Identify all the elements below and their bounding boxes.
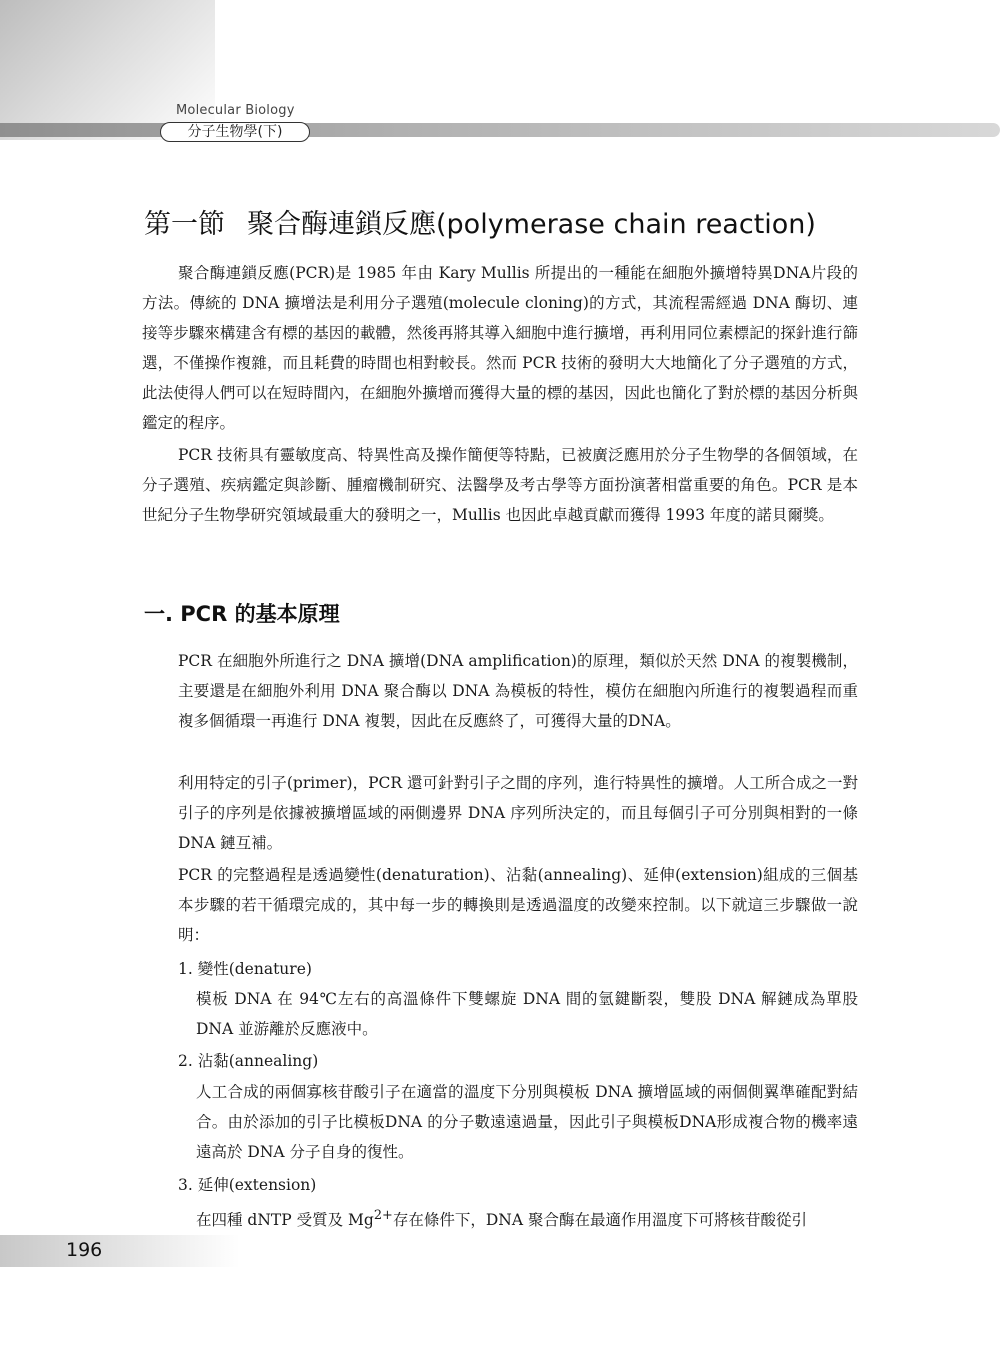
step-heading-extension: 3. 延伸(extension) bbox=[178, 1176, 317, 1194]
page-number: 196 bbox=[66, 1239, 103, 1261]
step-heading-annealing: 2. 沾黏(annealing) bbox=[178, 1052, 319, 1070]
header-corner-shading bbox=[0, 0, 215, 140]
intro-paragraph-1: 聚合酶連鎖反應(PCR)是 1985 年由 Kary Mullis 所提出的一種能在細胞外擴增特異DNA片段的方法。傳統的 DNA 擴增法是利用分子選殖(molecule cloning)的方式，其流程需經過 DNA 酶切、連接等步驟來構建含有標的基因的載體，然後再將其導入細胞中進行擴增，再利用同位素標記的探針進行篩選，不僅操作複雜，而且耗費的時間也相對較長。然而 PCR 技術的發明大大地簡化了分子選殖的方式，此法使得人們可以在短時間內，在細胞外擴增而獲得大量的標的基因，因此也簡化了對於標的基因分析與鑑定的程序。 bbox=[142, 264, 858, 432]
subsection-title: 一. PCR 的基本原理 bbox=[144, 602, 340, 626]
principle-paragraph-2: 利用特定的引子(primer)，PCR 還可針對引子之間的序列，進行特異性的擴增。人工所合成之一對引子的序列是依據被擴增區域的兩側邊界 DNA 序列所決定的，而且每個引子可分別與相對的一條 DNA 鏈互補。 bbox=[178, 774, 858, 852]
section-number: 第一節 bbox=[144, 209, 225, 240]
intro-paragraph-2: PCR 技術具有靈敏度高、特異性高及操作簡便等特點，已被廣泛應用於分子生物學的各個領域，在分子選殖、疾病鑑定與診斷、腫瘤機制研究、法醫學及考古學等方面扮演著相當重要的角色。PCR 是本世紀分子生物學研究領域最重大的發明之一，Mullis 也因此卓越貢獻而獲得 1993 年度的諾貝爾獎。 bbox=[142, 446, 858, 524]
principle-paragraph-3: PCR 的完整過程是透過變性(denaturation)、沾黏(annealing)、延伸(extension)組成的三個基本步驟的若干循環完成的，其中每一步的轉換則是透過溫度的改變來控制。以下就這三步驟做一說明： bbox=[178, 866, 858, 944]
running-title-zh: 分子生物學(下) bbox=[160, 122, 310, 142]
running-title-en: Molecular Biology bbox=[176, 103, 295, 118]
footer-band bbox=[0, 1235, 240, 1267]
step-text-extension bbox=[196, 1201, 858, 1235]
section-title-text: 聚合酶連鎖反應(polymerase chain reaction) bbox=[247, 209, 816, 240]
step-text-denature: 模板 DNA 在 94℃左右的高溫條件下雙螺旋 DNA 間的氫鍵斷裂，雙股 DNA 解鏈成為單股 DNA 並游離於反應液中。 bbox=[196, 990, 858, 1038]
header-rule bbox=[0, 123, 1000, 137]
step-text-extension-part2: 存在條件下，DNA 聚合酶在最適作用溫度下可將核苷酸從引 bbox=[392, 1211, 807, 1230]
mg-superscript: 2+ bbox=[373, 1208, 393, 1223]
section-title bbox=[144, 202, 816, 241]
step-heading-denature: 1. 變性(denature) bbox=[178, 960, 312, 978]
principle-paragraph-1: PCR 在細胞外所進行之 DNA 擴增(DNA amplification)的原理，類似於天然 DNA 的複製機制，主要還是在細胞外利用 DNA 聚合酶以 DNA 為模板的特性，模仿在細胞內所進行的複製過程而重複多個循環一再進行 DNA 複製，因此在反應終了，可獲得大量的DNA。 bbox=[178, 652, 858, 730]
step-text-extension-part1: 在四種 dNTP 受質及 Mg bbox=[196, 1211, 374, 1230]
step-text-annealing: 人工合成的兩個寡核苷酸引子在適當的溫度下分別與模板 DNA 擴增區域的兩個側翼準確配對結合。由於添加的引子比模板DNA 的分子數遠遠過量，因此引子與模板DNA形成複合物的機率遠遠高於 DNA 分子自身的復性。 bbox=[196, 1083, 858, 1161]
